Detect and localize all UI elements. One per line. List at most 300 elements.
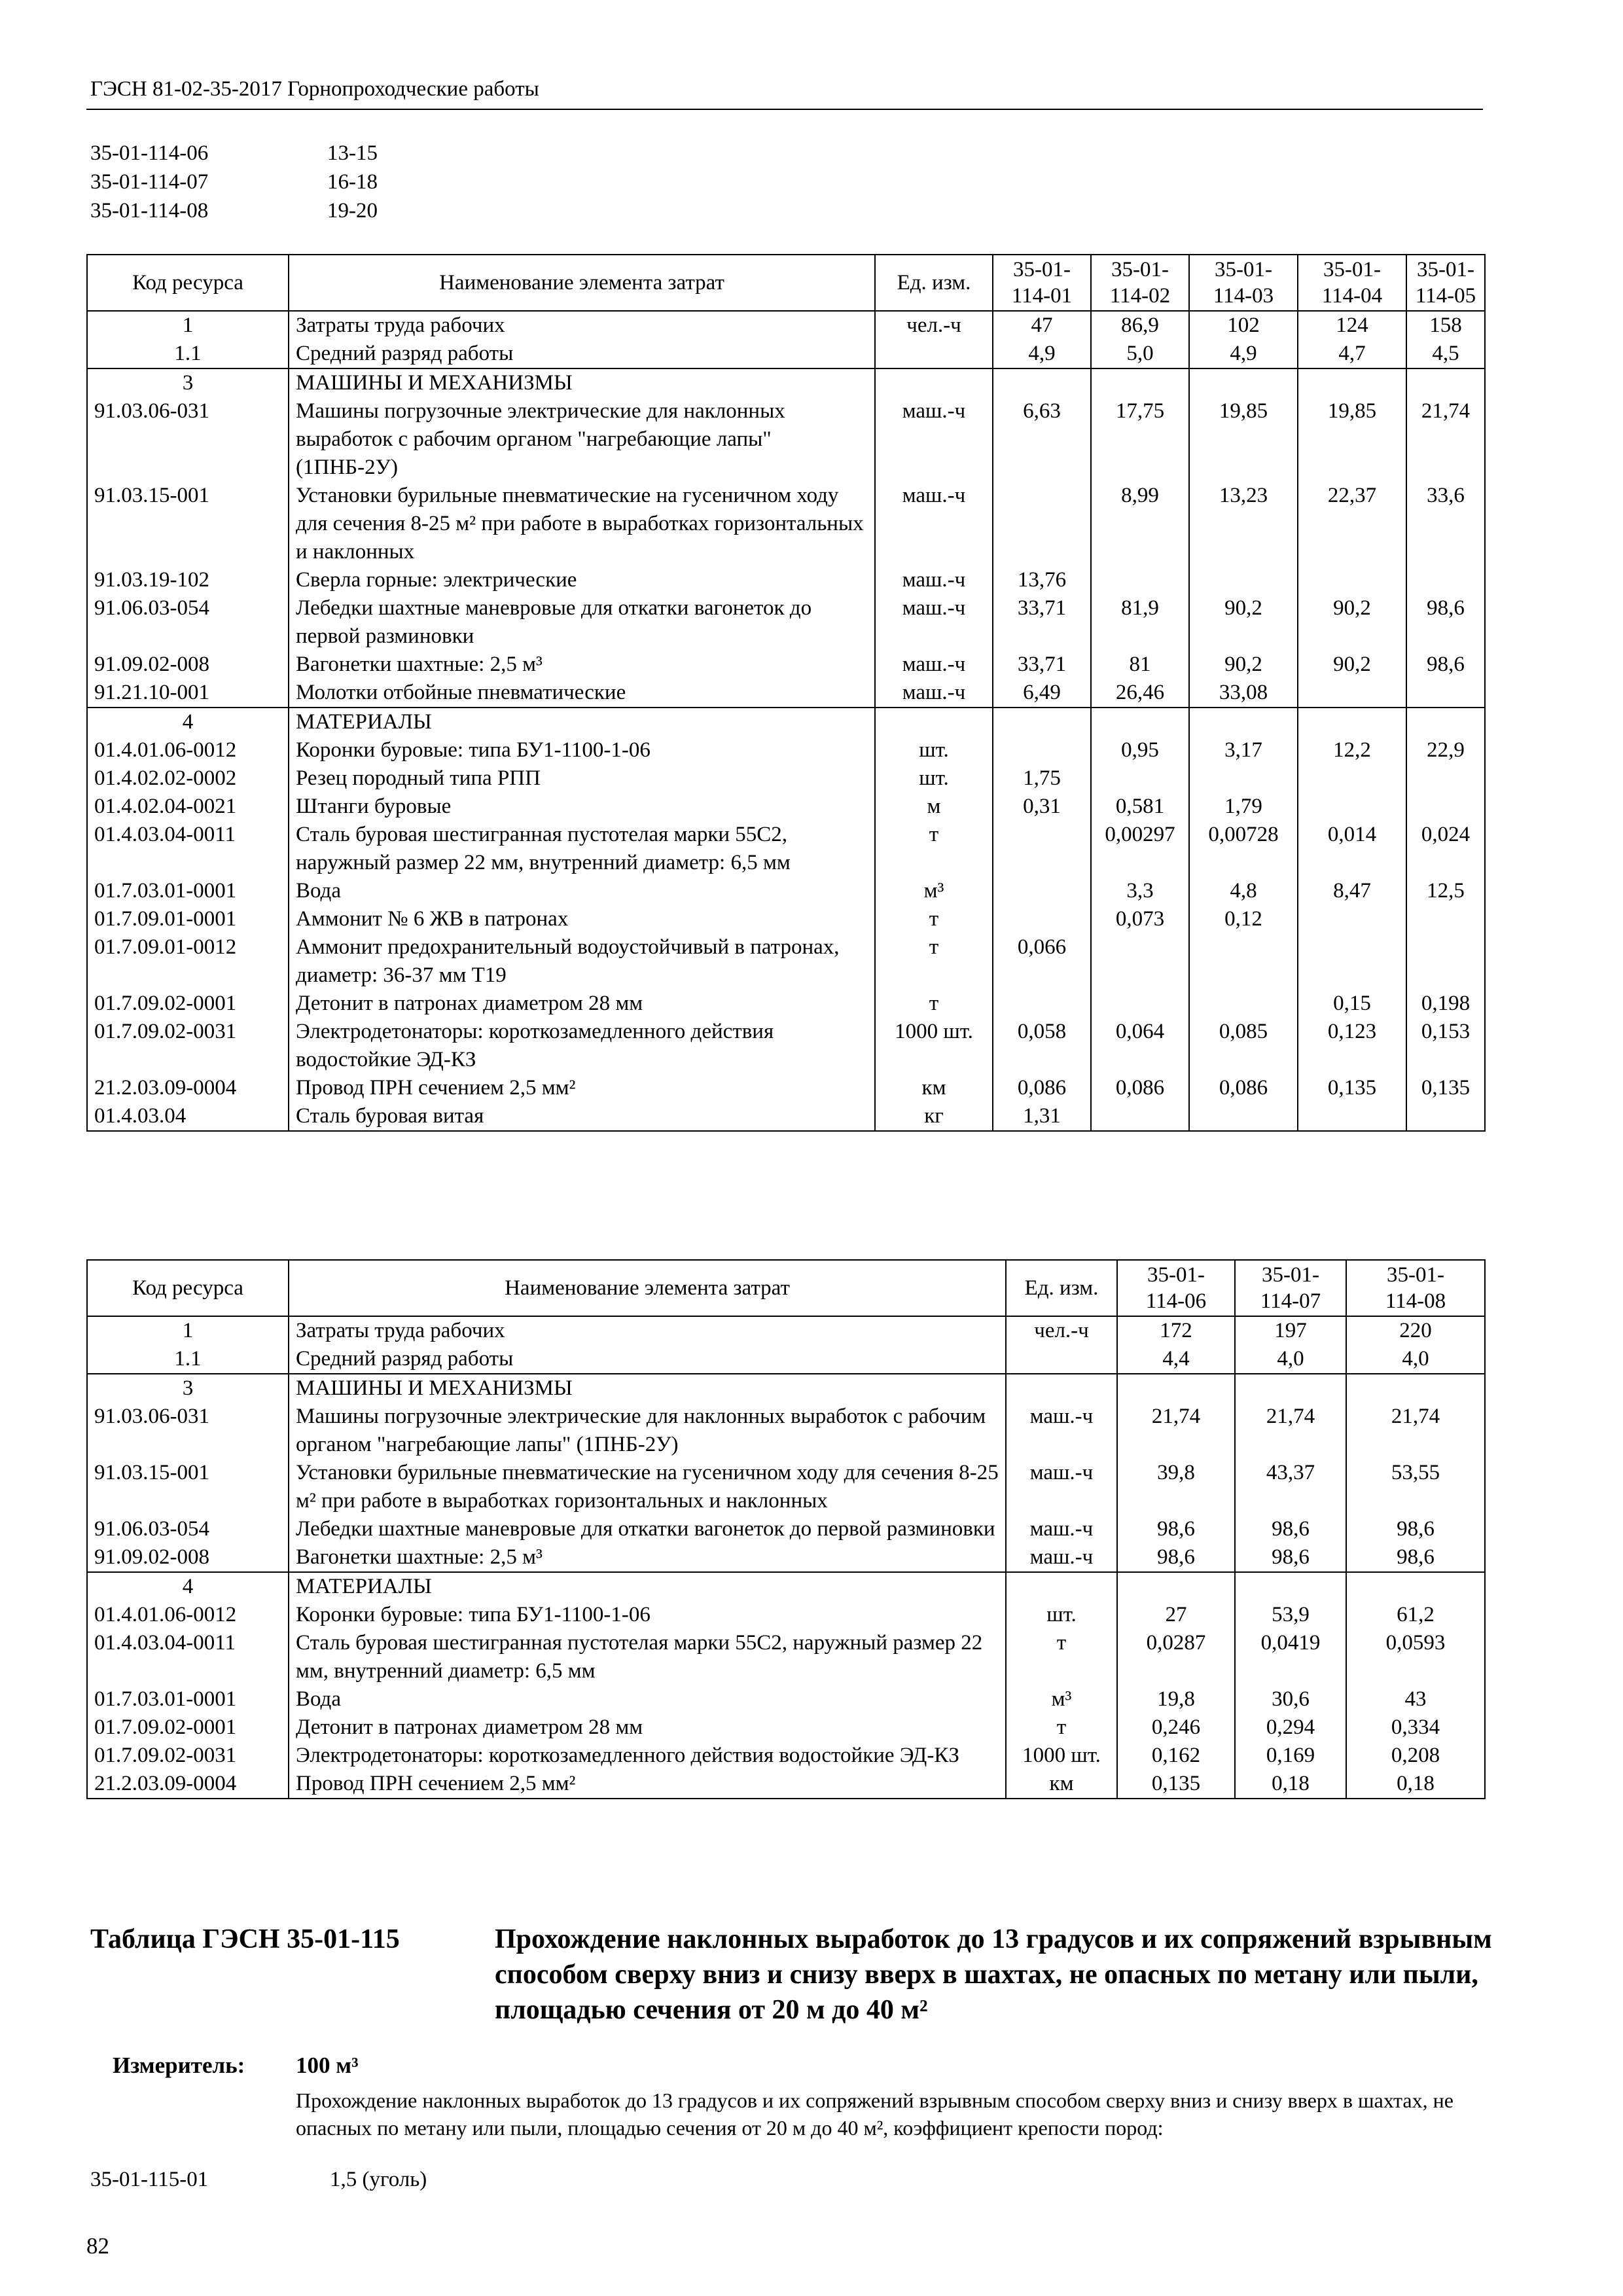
resource-unit: шт.: [1006, 1601, 1117, 1629]
rate-value: 0,085: [1189, 1018, 1298, 1074]
rate-value: 90,2: [1298, 594, 1406, 651]
rate-value: 26,46: [1091, 679, 1189, 708]
reference-value: 16-18: [327, 170, 378, 194]
resource-code: 91.21.10-001: [87, 679, 289, 708]
rate-value: 0,31: [993, 793, 1091, 821]
rate-value: 158: [1406, 311, 1485, 340]
table-row: [87, 1515, 1485, 1543]
resource-unit: [875, 340, 993, 368]
rate-value: 0,123: [1298, 1018, 1406, 1074]
rate-value: 124: [1298, 311, 1406, 340]
resource-unit: [875, 708, 993, 736]
rate-value: [1298, 764, 1406, 793]
table-row: [87, 679, 1485, 708]
resource-code: 91.03.15-001: [87, 1459, 289, 1515]
rate-value: 0,066: [993, 933, 1091, 990]
table-row: [87, 311, 1485, 340]
rate-value: 6,49: [993, 679, 1091, 708]
resource-code: 1: [87, 1316, 289, 1345]
rate-value: 220: [1346, 1316, 1485, 1345]
rate-value: 0,0419: [1235, 1629, 1346, 1685]
resource-code: 01.7.03.01-0001: [87, 1685, 289, 1713]
rate-value: 0,073: [1091, 905, 1189, 933]
resource-name: Сталь буровая шестигранная пустотелая марки 55С2, наружный размер 22 мм, внутренний диаметр: 6,5 мм: [289, 821, 875, 877]
table-row: [87, 1713, 1485, 1742]
rate-value: [1189, 566, 1298, 594]
rate-value: 0,153: [1406, 1018, 1485, 1074]
table-row: [87, 764, 1485, 793]
resource-code: 1.1: [87, 340, 289, 368]
rate-value: [1298, 933, 1406, 990]
rate-value: 33,08: [1189, 679, 1298, 708]
rate-value: [1406, 764, 1485, 793]
table-row: [87, 1629, 1485, 1685]
reference-code: 35-01-114-07: [90, 170, 209, 194]
rate-value: 102: [1189, 311, 1298, 340]
rate-value: 17,75: [1091, 397, 1189, 482]
resource-table-1: [86, 254, 1486, 1132]
table-row: [87, 651, 1485, 679]
rate-value: [1298, 679, 1406, 708]
rate-value: 81,9: [1091, 594, 1189, 651]
measure-description: Прохождение наклонных выработок до 13 градусов и их сопряжений взрывным способом сверху вниз и снизу вверх в шахтах, не опасных по метану или пыли, площадью сечения от 20 м до 40 м², коэффициент крепости пород:: [296, 2089, 1454, 2140]
resource-unit: км: [1006, 1770, 1117, 1799]
rate-value: [1189, 764, 1298, 793]
rate-value: 90,2: [1189, 651, 1298, 679]
resource-unit: т: [875, 905, 993, 933]
resource-name: Затраты труда рабочих: [289, 311, 875, 340]
resource-name: Машины погрузочные электрические для наклонных выработок с рабочим органом "нагребающие лапы" (1ПНБ-2У): [289, 397, 875, 482]
table-row: [87, 1601, 1485, 1629]
resource-table-2: [86, 1259, 1486, 1799]
resource-name: Машины погрузочные электрические для наклонных выработок с рабочим органом "нагребающие лапы" (1ПНБ-2У): [289, 1403, 1006, 1459]
rate-value: [1298, 368, 1406, 397]
column-header-rate: 35-01- 114-05: [1406, 255, 1485, 311]
rate-value: [1091, 368, 1189, 397]
resource-unit: шт.: [875, 736, 993, 764]
table-row: [87, 340, 1485, 368]
table-row: [87, 482, 1485, 566]
resource-code: 4: [87, 708, 289, 736]
rate-value: [1298, 708, 1406, 736]
resource-code: 01.4.03.04-0011: [87, 1629, 289, 1685]
rate-value: 43,37: [1235, 1459, 1346, 1515]
resource-unit: маш.-ч: [1006, 1543, 1117, 1572]
column-header-rate: 35-01- 114-07: [1235, 1260, 1346, 1316]
rate-value: 197: [1235, 1316, 1346, 1345]
rate-value: 0,18: [1235, 1770, 1346, 1799]
rate-value: 0,198: [1406, 990, 1485, 1018]
resource-name: МАТЕРИАЛЫ: [289, 708, 875, 736]
resource-unit: кг: [875, 1102, 993, 1131]
rate-value: [1189, 1102, 1298, 1131]
rate-value: 53,55: [1346, 1459, 1485, 1515]
rate-value: 98,6: [1406, 594, 1485, 651]
resource-code: 01.4.03.04: [87, 1102, 289, 1131]
rate-value: [1117, 1572, 1235, 1601]
resource-unit: м³: [1006, 1685, 1117, 1713]
table-row: [87, 1770, 1485, 1799]
rate-value: 21,74: [1346, 1403, 1485, 1459]
rate-value: [1406, 933, 1485, 990]
rate-value: [1091, 708, 1189, 736]
resource-unit: т: [875, 933, 993, 990]
resource-unit: 1000 шт.: [1006, 1742, 1117, 1770]
table-row: [87, 793, 1485, 821]
rate-value: 98,6: [1117, 1543, 1235, 1572]
table-row: [87, 933, 1485, 990]
rate-value: 90,2: [1189, 594, 1298, 651]
rate-value: [993, 821, 1091, 877]
rate-value: 98,6: [1406, 651, 1485, 679]
resource-unit: маш.-ч: [875, 397, 993, 482]
resource-name: Штанги буровые: [289, 793, 875, 821]
rate-value: 13,23: [1189, 482, 1298, 566]
resource-code: 01.7.09.02-0001: [87, 1713, 289, 1742]
variant-value: 1,5 (уголь): [330, 2168, 427, 2191]
rate-value: 4,5: [1406, 340, 1485, 368]
resource-unit: т: [1006, 1713, 1117, 1742]
rate-value: 0,294: [1235, 1713, 1346, 1742]
rate-value: [1406, 708, 1485, 736]
resource-name: Лебедки шахтные маневровые для откатки вагонеток до первой разминовки: [289, 1515, 1006, 1543]
rate-value: [1406, 793, 1485, 821]
resource-code: 91.03.06-031: [87, 397, 289, 482]
resource-code: 01.4.02.02-0002: [87, 764, 289, 793]
rate-value: 0,246: [1117, 1713, 1235, 1742]
column-header-name: Наименование элемента затрат: [289, 255, 875, 311]
rate-value: [993, 708, 1091, 736]
rate-value: 39,8: [1117, 1459, 1235, 1515]
rate-value: 4,8: [1189, 877, 1298, 905]
rate-value: [1406, 905, 1485, 933]
table-row: [87, 1685, 1485, 1713]
resource-code: 21.2.03.09-0004: [87, 1074, 289, 1102]
resource-unit: [1006, 1572, 1117, 1601]
resource-unit: маш.-ч: [1006, 1403, 1117, 1459]
rate-value: [1091, 764, 1189, 793]
rate-value: [1406, 1102, 1485, 1131]
column-header-rate: 35-01- 114-01: [993, 255, 1091, 311]
rate-value: 33,71: [993, 594, 1091, 651]
column-header-rate: 35-01- 114-08: [1346, 1260, 1485, 1316]
resource-unit: м³: [875, 877, 993, 905]
reference-code: 35-01-114-06: [90, 141, 209, 165]
table-row: [87, 397, 1485, 482]
rate-value: [1406, 679, 1485, 708]
rate-value: 0,581: [1091, 793, 1189, 821]
resource-unit: т: [875, 990, 993, 1018]
resource-code: 01.7.09.02-0031: [87, 1018, 289, 1074]
resource-name: Установки бурильные пневматические на гусеничном ходу для сечения 8-25 м² при работе в выработках горизонтальных и наклонных: [289, 482, 875, 566]
resource-name: Сталь буровая шестигранная пустотелая марки 55С2, наружный размер 22 мм, внутренний диаметр: 6,5 мм: [289, 1629, 1006, 1685]
resource-code: 01.4.03.04-0011: [87, 821, 289, 877]
rate-value: [1298, 566, 1406, 594]
resource-name: Сверла горные: электрические: [289, 566, 875, 594]
rate-value: [1298, 1102, 1406, 1131]
rate-value: 21,74: [1406, 397, 1485, 482]
rate-value: 172: [1117, 1316, 1235, 1345]
table-row: [87, 821, 1485, 877]
section-row: [87, 1572, 1485, 1601]
resource-name: Установки бурильные пневматические на гусеничном ходу для сечения 8-25 м² при работе в выработках горизонтальных и наклонных: [289, 1459, 1006, 1515]
reference-list: [90, 139, 378, 225]
rate-value: 3,17: [1189, 736, 1298, 764]
resource-unit: км: [875, 1074, 993, 1102]
rate-value: [993, 736, 1091, 764]
column-header-code: Код ресурса: [87, 1260, 289, 1316]
resource-name: Провод ПРН сечением 2,5 мм²: [289, 1074, 875, 1102]
rate-value: 4,9: [1189, 340, 1298, 368]
resource-name: Аммонит № 6 ЖВ в патронах: [289, 905, 875, 933]
resource-unit: 1000 шт.: [875, 1018, 993, 1074]
rate-value: 22,37: [1298, 482, 1406, 566]
section-row: [87, 368, 1485, 397]
resource-name: Аммонит предохранительный водоустойчивый в патронах, диаметр: 36-37 мм Т19: [289, 933, 875, 990]
rate-value: [1189, 708, 1298, 736]
rate-value: 53,9: [1235, 1601, 1346, 1629]
rate-value: 47: [993, 311, 1091, 340]
column-header-rate: 35-01- 114-04: [1298, 255, 1406, 311]
rate-value: [1235, 1572, 1346, 1601]
rate-value: 8,47: [1298, 877, 1406, 905]
resource-name: Затраты труда рабочих: [289, 1316, 1006, 1345]
table-row: [87, 594, 1485, 651]
column-header-rate: 35-01- 114-02: [1091, 255, 1189, 311]
next-table-title: Прохождение наклонных выработок до 13 градусов и их сопряжений взрывным способом сверху вниз и снизу вверх в шахтах, не опасных по метану или пыли, площадью сечения от 20 м до 40 м²: [495, 1924, 1492, 2025]
resource-name: Вода: [289, 877, 875, 905]
rate-value: [1091, 933, 1189, 990]
table-header-row: [87, 1260, 1485, 1316]
rate-value: 12,2: [1298, 736, 1406, 764]
rate-value: 0,15: [1298, 990, 1406, 1018]
resource-unit: маш.-ч: [1006, 1459, 1117, 1515]
rate-value: 0,014: [1298, 821, 1406, 877]
variant-code: 35-01-115-01: [90, 2168, 209, 2191]
rate-value: 0,12: [1189, 905, 1298, 933]
resource-code: 3: [87, 1374, 289, 1403]
rate-value: 98,6: [1346, 1515, 1485, 1543]
resource-unit: шт.: [875, 764, 993, 793]
resource-name: Средний разряд работы: [289, 1345, 1006, 1374]
resource-code: 91.09.02-008: [87, 651, 289, 679]
rate-value: 5,0: [1091, 340, 1189, 368]
resource-unit: т: [875, 821, 993, 877]
rate-value: 0,135: [1117, 1770, 1235, 1799]
resource-code: 1.1: [87, 1345, 289, 1374]
rate-value: 98,6: [1235, 1543, 1346, 1572]
rate-value: 4,4: [1117, 1345, 1235, 1374]
section-row: [87, 708, 1485, 736]
rate-value: 30,6: [1235, 1685, 1346, 1713]
rate-value: [1346, 1572, 1485, 1601]
rate-value: [993, 905, 1091, 933]
resource-code: 01.4.01.06-0012: [87, 736, 289, 764]
table-row: [87, 1459, 1485, 1515]
rate-value: 0,0287: [1117, 1629, 1235, 1685]
table-row: [87, 990, 1485, 1018]
resource-code: 01.4.02.04-0021: [87, 793, 289, 821]
resource-code: 91.03.15-001: [87, 482, 289, 566]
rate-value: 0,086: [1189, 1074, 1298, 1102]
table-row: [87, 1102, 1485, 1131]
resource-unit: чел.-ч: [875, 311, 993, 340]
reference-value: 19-20: [327, 199, 378, 223]
rate-value: 0,169: [1235, 1742, 1346, 1770]
resource-code: 1: [87, 311, 289, 340]
rate-value: [1091, 566, 1189, 594]
resource-code: 91.06.03-054: [87, 594, 289, 651]
rate-value: 0,18: [1346, 1770, 1485, 1799]
rate-value: [1189, 990, 1298, 1018]
rate-value: 4,0: [1346, 1345, 1485, 1374]
resource-unit: маш.-ч: [875, 594, 993, 651]
resource-name: Резец породный типа РПП: [289, 764, 875, 793]
column-header-unit: Ед. изм.: [1006, 1260, 1117, 1316]
rate-value: 0,086: [1091, 1074, 1189, 1102]
table-row: [87, 905, 1485, 933]
resource-name: Коронки буровые: типа БУ1-1100-1-06: [289, 736, 875, 764]
rate-value: [1117, 1374, 1235, 1403]
reference-code: 35-01-114-08: [90, 199, 209, 223]
resource-name: Вода: [289, 1685, 1006, 1713]
resource-code: 01.7.09.01-0001: [87, 905, 289, 933]
resource-name: МАТЕРИАЛЫ: [289, 1572, 1006, 1601]
resource-code: 91.09.02-008: [87, 1543, 289, 1572]
table-header-row: [87, 255, 1485, 311]
rate-value: [993, 990, 1091, 1018]
rate-value: 0,0593: [1346, 1629, 1485, 1685]
column-header-code: Код ресурса: [87, 255, 289, 311]
resource-name: Лебедки шахтные маневровые для откатки вагонеток до первой разминовки: [289, 594, 875, 651]
rate-value: 21,74: [1117, 1403, 1235, 1459]
rate-value: 12,5: [1406, 877, 1485, 905]
resource-unit: чел.-ч: [1006, 1316, 1117, 1345]
table-row: [87, 1403, 1485, 1459]
rate-value: [1298, 905, 1406, 933]
resource-unit: маш.-ч: [875, 482, 993, 566]
resource-code: 01.7.03.01-0001: [87, 877, 289, 905]
reference-row: [90, 196, 378, 225]
resource-unit: маш.-ч: [875, 651, 993, 679]
resource-code: 01.7.09.01-0012: [87, 933, 289, 990]
rate-value: 0,135: [1406, 1074, 1485, 1102]
table-row: [87, 1018, 1485, 1074]
rate-value: [1346, 1374, 1485, 1403]
rate-value: 19,85: [1298, 397, 1406, 482]
rate-value: 0,00728: [1189, 821, 1298, 877]
table-row: [87, 877, 1485, 905]
resource-unit: маш.-ч: [875, 566, 993, 594]
rate-value: 33,71: [993, 651, 1091, 679]
rate-value: 0,058: [993, 1018, 1091, 1074]
rate-value: [1189, 933, 1298, 990]
rate-value: 1,79: [1189, 793, 1298, 821]
rate-value: 61,2: [1346, 1601, 1485, 1629]
resource-unit: [875, 368, 993, 397]
resource-unit: маш.-ч: [1006, 1515, 1117, 1543]
section-row: [87, 1374, 1485, 1403]
measure-label: Измеритель:: [113, 2053, 245, 2078]
resource-name: Электродетонаторы: короткозамедленного действия водостойкие ЭД-КЗ: [289, 1742, 1006, 1770]
resource-name: Коронки буровые: типа БУ1-1100-1-06: [289, 1601, 1006, 1629]
rate-value: 27: [1117, 1601, 1235, 1629]
resource-code: 01.4.01.06-0012: [87, 1601, 289, 1629]
rate-value: 4,9: [993, 340, 1091, 368]
rate-value: [1406, 566, 1485, 594]
rate-value: [1189, 368, 1298, 397]
table-row: [87, 1074, 1485, 1102]
rate-value: 43: [1346, 1685, 1485, 1713]
rate-value: [993, 368, 1091, 397]
rate-value: 81: [1091, 651, 1189, 679]
rate-value: 19,8: [1117, 1685, 1235, 1713]
rate-value: 0,086: [993, 1074, 1091, 1102]
resource-name: Детонит в патронах диаметром 28 мм: [289, 1713, 1006, 1742]
column-header-rate: 35-01- 114-06: [1117, 1260, 1235, 1316]
rate-value: 22,9: [1406, 736, 1485, 764]
resource-code: 91.06.03-054: [87, 1515, 289, 1543]
rate-value: 0,024: [1406, 821, 1485, 877]
resource-unit: м: [875, 793, 993, 821]
rate-value: [1235, 1374, 1346, 1403]
rate-value: 0,95: [1091, 736, 1189, 764]
rate-value: 33,6: [1406, 482, 1485, 566]
resource-code: 01.7.09.02-0001: [87, 990, 289, 1018]
rate-value: [1091, 1102, 1189, 1131]
resource-name: МАШИНЫ И МЕХАНИЗМЫ: [289, 1374, 1006, 1403]
page-number: 82: [86, 2233, 109, 2259]
rate-value: 6,63: [993, 397, 1091, 482]
table-row: [87, 1345, 1485, 1374]
table-row: [87, 736, 1485, 764]
variant-row: [90, 2168, 427, 2192]
resource-code: 91.03.19-102: [87, 566, 289, 594]
resource-code: 3: [87, 368, 289, 397]
resource-code: 21.2.03.09-0004: [87, 1770, 289, 1799]
rate-value: 4,0: [1235, 1345, 1346, 1374]
reference-row: [90, 139, 378, 168]
resource-name: Электродетонаторы: короткозамедленного действия водостойкие ЭД-КЗ: [289, 1018, 875, 1074]
resource-name: Молотки отбойные пневматические: [289, 679, 875, 708]
rate-value: [1091, 990, 1189, 1018]
rate-value: [1406, 368, 1485, 397]
column-header-unit: Ед. изм.: [875, 255, 993, 311]
rate-value: 0,334: [1346, 1713, 1485, 1742]
rate-value: 1,75: [993, 764, 1091, 793]
resource-name: Сталь буровая витая: [289, 1102, 875, 1131]
next-table-label: Таблица ГЭСН 35-01-115: [90, 1924, 400, 1954]
table-row: [87, 1543, 1485, 1572]
reference-row: [90, 168, 378, 196]
resource-name: Детонит в патронах диаметром 28 мм: [289, 990, 875, 1018]
rate-value: 19,85: [1189, 397, 1298, 482]
running-header: ГЭСН 81-02-35-2017 Горнопроходческие работы: [90, 77, 539, 101]
column-header-rate: 35-01- 114-03: [1189, 255, 1298, 311]
rate-value: 4,7: [1298, 340, 1406, 368]
resource-unit: маш.-ч: [875, 679, 993, 708]
rate-value: 0,135: [1298, 1074, 1406, 1102]
resource-unit: [1006, 1345, 1117, 1374]
rate-value: 21,74: [1235, 1403, 1346, 1459]
rate-value: 98,6: [1117, 1515, 1235, 1543]
rate-value: 0,208: [1346, 1742, 1485, 1770]
rate-value: 1,31: [993, 1102, 1091, 1131]
resource-unit: [1006, 1374, 1117, 1403]
rate-value: [993, 877, 1091, 905]
rate-value: 8,99: [1091, 482, 1189, 566]
rate-value: 98,6: [1346, 1543, 1485, 1572]
